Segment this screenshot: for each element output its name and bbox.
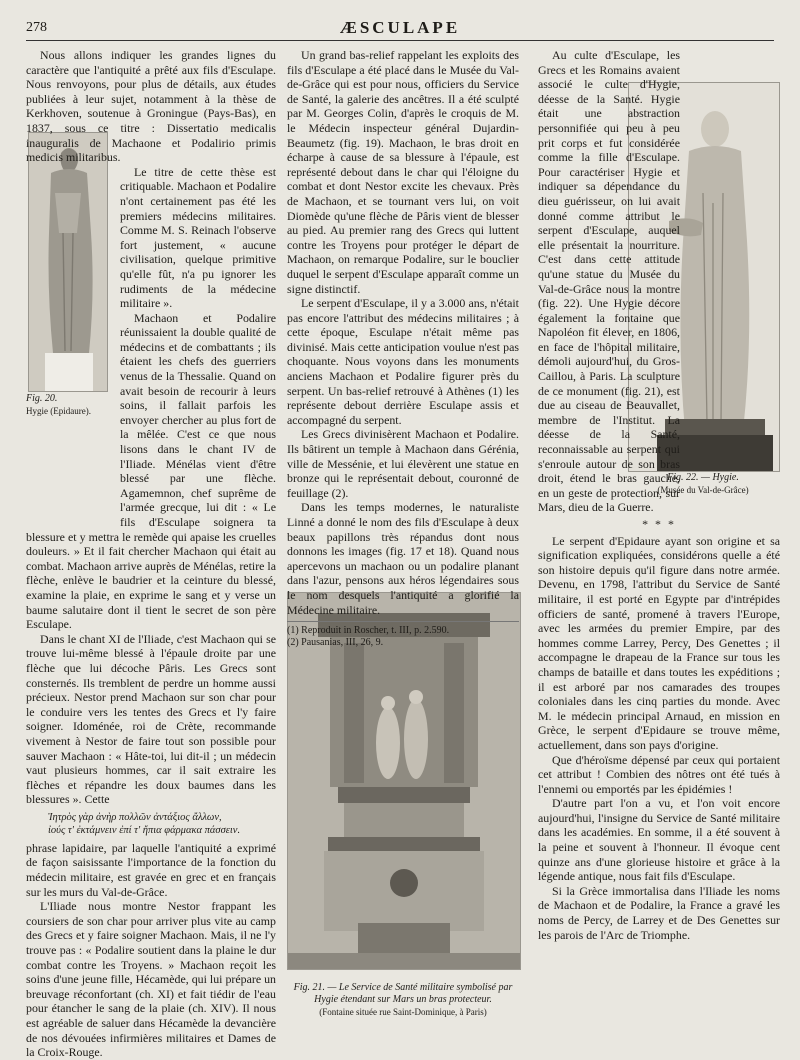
col3-paragraph-5: Si la Grèce immortalisa dans l'Iliade les noms de Machaon et de Podalire, la France a gravé les noms de Percy, de Larrey et de Des Genettes sur les parois de l'Arc de Triomphe. bbox=[538, 883, 780, 942]
col2-paragraph-4: Dans les temps modernes, le naturaliste Linné a donné le nom des fils d'Esculape à deux beaux papillons très répandus dont nous donnons les images (fig. 17 et 18). Quand nous apercevons un machaon ou un podalire planant dans l'azur, pensons aux héros légendaires sous le nom desquels l'antiquité a glorifié la Médecine militaire. bbox=[287, 500, 519, 617]
col1-paragraph-6: L'Iliade nous montre Nestor frappant les coursiers de son char pour arriver plus vite au camp des Grecs et y faire soigner Machaon. Mais, il ne l'y trouve pas : « Podalire soutient dans la plaine le dur combat contre les Troyens. » Machaon reçoit les soins d'une jeune fille, Hécamède, qui lui prépare un breuvage réconfortant (ch. XI) et fait tiédir de l'eau pour étancher le sang de la plaie (ch. XIV). Il nous est agréable de saluer dans Hécamède la devancière de nos dévouées infirmières militaires et Dames de la Croix-Rouge. bbox=[26, 899, 276, 1060]
figure-22-label: Fig. 22. — Hygie. bbox=[667, 472, 739, 483]
greek-quote-line-1: Ἰητρὸς γὰρ ἀνὴρ πολλῶν ἀντάξιος ἄλλων, bbox=[48, 811, 222, 823]
figure-20-subcaption: Hygie (Epidaure). bbox=[26, 406, 91, 416]
footnote-2: (2) Pausanias, III, 26, 9. bbox=[287, 637, 384, 649]
col3-paragraph-1: Au culte d'Esculape, les Grecs et les Romains avaient associé le culte d'Hygie, déesse de la Santé. Hygie était une abstraction personnifiée qui peu à peu prit corps et fut considérée comme la fille d'Esculape. Pour caractériser Hygie et indiquer sa dépendance du dieu guérisseur, on lui avait donné comme attribut le serpent d'Esculape, auquel elle présentait la nourriture. C'est dans cette attitude qu'une statue du Musée du Val-de-Grâce nous la montre (fig. 22). Une Hygie décore également la fontaine que Napoléon fit élever, en 1806, en face de l'hôpital militaire, démoli aujourd'hui, du Gros-Caillou, à Paris. La sculpture de ce monument (fig. 21), est due au ciseau de Beauvallet, membre de l'Institut. La déesse de la Santé, reconnaissable au serpent qui s'enroule autour de son bras droit, étend le bras gauche, en un geste de protection, sur Mars, dieu de la Guerre. bbox=[538, 48, 680, 515]
col1-paragraph-5: phrase lapidaire, par laquelle l'antiquité a exprimé de façon saisissante l'importance de la fonction du médecin militaire, est gravée en grec et en français sur les murs du Val-de-Grâce. bbox=[26, 840, 276, 899]
col2-paragraph-2: Le serpent d'Esculape, il y a 3.000 ans, n'était pas encore l'attribut des médecins militaires ; à cette époque, Esculape n'était même pas divinisé. Mais cette anticipation voulue n'est pas choquante. Nous voyons dans les monuments anciens Machaon et Podalire figurer près du serpent. Un bas-relief retrouvé à Athènes (1) les représente debout derrière Esculape assis et accompagné du serpent. bbox=[287, 296, 519, 427]
section-asterism: * * * bbox=[642, 517, 676, 531]
col1-paragraph-1: Nous allons indiquer les grandes lignes du caractère que l'antiquité a prêté aux fils d'Esculape. Nous renvoyons, pour plus de détails, aux études publiées à leur sujet, notamment à la thèse de Kerkhoven, soutenue à Groningue (Pays-Bas), en 1837, sous ce titre : Dissertatio medicalis inauguralis de Machaone et Podalirio primis medicis militaribus. bbox=[26, 48, 276, 165]
journal-title: ÆSCULAPE bbox=[339, 18, 461, 37]
fountain-rue-saint-dominique-image bbox=[288, 593, 520, 969]
greek-quote-line-2: ἰούς τ' ἐκτάμνειν ἐπί τ' ἤπια φάρμακα πάσσειν. bbox=[48, 824, 241, 836]
column-1 bbox=[26, 48, 276, 1060]
figure-22-subcaption: (Musée du Val-de-Grâce) bbox=[657, 485, 749, 495]
figure-21-label: Fig. 21. — Le Service de Santé militaire symbolisé par Hygie étendant sur Mars un bras protecteur. bbox=[293, 982, 513, 1005]
footnotes bbox=[287, 621, 519, 649]
column-3 bbox=[538, 48, 780, 942]
greek-quote bbox=[26, 811, 276, 837]
figure-22-spacer bbox=[680, 76, 780, 508]
col1-paragraph-4: Dans le chant XI de l'Iliade, c'est Machaon qui se trouve lui-même blessé à l'épaule droite par une flèche que lui décoche Pâris. Les Grecs sont consternés. Ils tremblent de perdre un homme aussi précieux. Nestor prend Machaon sur son char pour le conduire vers les tentes des Grecs et l'y faire soigner. Idoménée, roi de Crète, recommande vivement à Nestor de faire tout son possible pour sauver Machaon : « Hâte-toi, lui dit-il ; un médecin vaut plusieurs hommes, car il sait extraire les flèches et répandre les doux baumes dans les blessures ». Cette bbox=[26, 631, 276, 807]
page-header bbox=[26, 18, 774, 40]
figure-20-label: Fig. 20. bbox=[26, 393, 58, 404]
figure-21-caption bbox=[292, 982, 514, 1018]
figure-21-subcaption: (Fontaine située rue Saint-Dominique, à Paris) bbox=[319, 1007, 487, 1017]
column-2 bbox=[287, 48, 519, 649]
figure-20-spacer bbox=[26, 165, 120, 519]
col3-paragraph-4: D'autre part l'on a vu, et l'on voit encore aujourd'hui, l'insigne du Service de Santé militaire dans les académies. En somme, il a été souvent à la peine et souvent à l'honneur. Il évoque cent quinze ans d'une glorieuse histoire et grâce à la légende antique, nous fait fils d'Esculape. bbox=[538, 796, 780, 884]
page-number: 278 bbox=[26, 20, 47, 35]
col2-paragraph-3: Les Grecs divinisèrent Machaon et Podalire. Ils bâtirent un temple à Machaon dans Gérénia, ville de Messénie, et lui élevèrent une statue en bronze qui le représentait debout, couronné de feuillage (2). bbox=[287, 427, 519, 500]
footnote-1: (1) Reproduit in Roscher, t. III, p. 2.590. bbox=[287, 625, 450, 637]
header-rule bbox=[26, 40, 774, 41]
col2-paragraph-1: Un grand bas-relief rappelant les exploits des fils d'Esculape a été placé dans le Musée du Val-de-Grâce qui est pour nous, officiers du Service de Santé, la galerie des ancêtres. Il a été sculpté par M. Georges Colin, d'après le croquis de M. le Médecin inspecteur général Dujardin-Beaumetz (fig. 19). Machaon, le bras droit en écharpe à cause de sa blessure à l'épaule, est représenté debout dans le char qui l'éloigne du combat et dont Nestor excite les chevaux. Près de Machaon, et se tournant vers lui, on voit Diomède qu'une flèche de Pâris vient de blesser au pied. Au premier rang des Grecs qui luttent contre les Troyens pour protéger le départ de Machaon, on remarque Podalire, sur le bouclier duquel le serpent d'Esculape apparaît comme un signe distinctif. bbox=[287, 48, 519, 296]
col1-paragraph-2: Le titre de cette thèse est critiquable. Machaon et Podalire n'ont certainement pas été les premiers médecins militaires. Comme M. S. Reinach l'observe fort justement, « aucune civilisation, quelque primitive qu'elle fût, n'a pu ignorer les rudiments de la médecine militaire ». bbox=[120, 164, 276, 311]
col3-paragraph-2: Le serpent d'Epidaure ayant son origine et sa signification expliquées, considérons quelle a été son histoire depuis qu'il figure dans notre armée. Devenu, en 1798, l'attribut du Service de Santé militaire, il est porté en Egypte par d'intrépides officiers de santé, promené à travers l'Europe, avec les armées du premier Empire, par des hommes comme Larrey, Percy, Des Genettes ; il accompagne le drapeau de la France sur tous les champs de bataille et dans toutes les expéditions ; il est arboré par nos camarades des troupes coloniales dans les cinq parties du monde. Avec M. le médecin principal Arnaud, en mission en Grèce, le serpent d'Epidaure se trouve même, actuellement, dans son pays d'origine. bbox=[538, 533, 780, 752]
col3-paragraph-3: Que d'héroïsme dépensé par ceux qui portaient cet attribut ! Combien des nôtres ont été tués à l'ennemi ou emportés par les épidémies ! bbox=[538, 752, 780, 796]
col1-paragraph-3: Machaon et Podalire réunissaient la double qualité de médecins et de combattants ; ils étaient les chefs des guerriers venus de la Thessalie. Quand on avait besoin de recourir à leurs soins, il fallait parfois les envoyer chercher au plus fort de la mêlée. C'est ce que nous lisons dans le chant IV de l'Iliade. Ménélas vient d'être blessé par une flèche. Agamemnon, chef suprême de l'armée grecque, lui dit : « Le fils d'Esculape soignera ta blessure et y mettra le remède qui apaise les cruelles douleurs. » Et il fait chercher Machaon qui était au combat. Machaon arrive auprès de Ménélas, retire la flèche, enlève le baudrier et la ceinture du blessé, examine la plaie, en exprime le sang et y verse un baume salutaire dont il tient le secret de son père Esculape. bbox=[26, 310, 276, 632]
